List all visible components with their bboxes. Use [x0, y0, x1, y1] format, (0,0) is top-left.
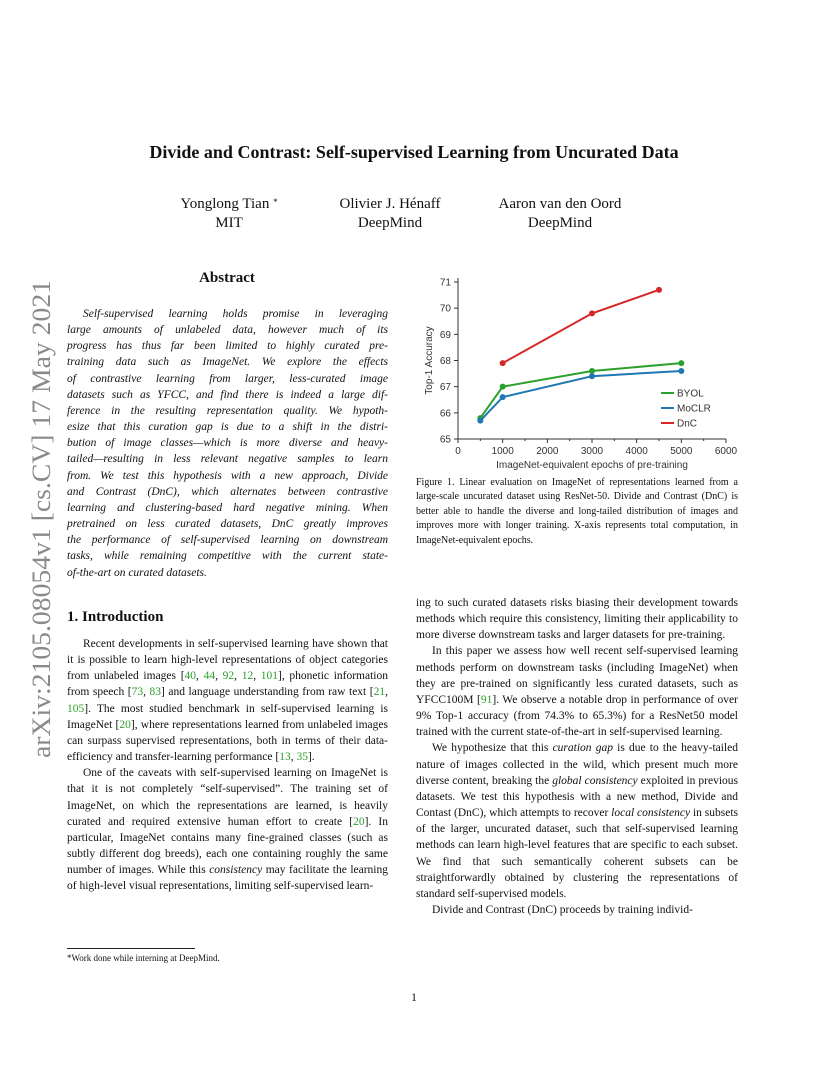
paragraph-text: We hypothesize that this: [432, 742, 553, 755]
data-point-byol: [500, 384, 506, 390]
paragraph-text: ].: [307, 751, 315, 764]
citation-link[interactable]: 13: [279, 751, 291, 764]
paragraph-text: One of the caveats with self-supervised learning on ImageNet is that it is not completely “self-supervised”. The training set of ImageNet, on which the representations are learned, is heavily curated and required extensive human effort to create [: [67, 767, 388, 828]
footnote: *Work done while interning at DeepMind.: [67, 953, 220, 963]
citation-link[interactable]: 40: [184, 670, 197, 683]
paragraph: [416, 643, 738, 740]
emphasis-text: curation gap: [552, 742, 613, 755]
arxiv-identifier: [20, 278, 60, 758]
paragraph-text: ], phonetic information from speech [: [67, 670, 388, 699]
abstract-line: the performance of self-supervised learning on downstream: [67, 534, 388, 547]
y-tick-label: 71: [439, 277, 451, 289]
abstract-line: tailed—resulting in less relevant negative samples to learn: [67, 453, 388, 466]
x-tick-label: 3000: [580, 446, 604, 457]
abstract-line: esize that this curation gap is due to a shift in the distri-: [67, 421, 388, 434]
paragraph-text: ing to such curated datasets risks biasing their development towards methods which require this consistency, limiting their applicability to more diverse downstream tasks and larger datasets for pre-training.: [416, 597, 738, 642]
citation-link[interactable]: 12: [241, 670, 254, 683]
y-tick-label: 69: [439, 329, 451, 341]
paragraph-text: ,: [143, 686, 150, 699]
abstract-line: progress has thus far been limited to highly curated pre-: [67, 340, 388, 353]
introduction-heading: 1. Introduction: [67, 609, 164, 625]
paragraph-text: may facilitate the learning of high-level visual representations, limiting self-supervised learn-: [67, 864, 388, 893]
paragraph-text: ,: [385, 686, 389, 699]
citation-link[interactable]: 91: [480, 693, 493, 706]
citation-link[interactable]: 105: [67, 702, 85, 715]
paragraph-text: ]. We observe a notable drop in performance of over 9% Top-1 accuracy (from 74.3% to 65.3%) for a ResNet50 model trained with the current state-of-the-art in self-supervised learning.: [416, 693, 738, 739]
abstract-line: large amounts of unlabeled data, however much of its: [67, 324, 388, 337]
citation-link[interactable]: 20: [353, 815, 365, 828]
data-point-byol: [678, 360, 684, 366]
abstract-line: pretrained on less curated datasets, DnC greatly improves: [67, 518, 388, 531]
data-point-moclr: [477, 418, 483, 424]
x-tick-label: 1000: [491, 446, 514, 457]
paragraph-text: ,: [253, 670, 261, 683]
paragraph: [67, 765, 388, 894]
citation-link[interactable]: 44: [203, 670, 216, 683]
citation-link[interactable]: 20: [119, 718, 131, 731]
footnote-rule: [67, 948, 195, 949]
y-tick-label: 70: [439, 303, 451, 315]
data-point-moclr: [678, 368, 684, 374]
x-tick-label: 5000: [670, 446, 693, 457]
data-point-byol: [589, 368, 595, 374]
emphasis-text: global consistency: [552, 774, 638, 787]
y-tick-label: 65: [439, 434, 451, 446]
citation-link[interactable]: 73: [131, 686, 144, 699]
abstract-line: learning and clustering-based hard negative mining. When: [67, 501, 388, 514]
citation-link[interactable]: 35: [296, 751, 308, 764]
legend-label-dnc: DnC: [677, 418, 698, 430]
paragraph-text: exploited in previous datasets. We test this hypothesis with a new method, Divide and Contast (DnC), which attempts to recover: [416, 774, 738, 820]
author-mark: *: [273, 197, 278, 207]
paragraph-text: ,: [215, 670, 223, 683]
data-point-dnc: [500, 360, 506, 366]
introduction-left-column: [67, 636, 388, 895]
author-name: Olivier J. Hénaff: [339, 196, 441, 212]
abstract-line: of contrastive learning from larger, less-curated image: [67, 372, 388, 385]
abstract-heading: Abstract: [199, 270, 255, 286]
paragraph: [416, 740, 738, 902]
abstract-line: training data such as ImageNet. We explore the effects: [67, 356, 388, 369]
paragraph-text: Divide and Contrast (DnC) proceeds by training individ-: [432, 903, 693, 916]
citation-link[interactable]: 92: [222, 670, 235, 683]
author-affiliation: DeepMind: [357, 215, 423, 231]
legend-label-byol: BYOL: [677, 388, 704, 400]
introduction-right-column: [416, 595, 738, 918]
abstract-line: bution of image classes—which is more diverse and heavy-: [67, 437, 388, 450]
paragraph-text: ]. In particular, ImageNet contains many fine-grained classes (such as subtly different dog breeds), each one containing roughly the same number of images. While this: [67, 815, 388, 877]
accuracy-line-chart: [416, 268, 746, 472]
paragraph: [416, 902, 738, 918]
abstract-line: from. We test this hypothesis with a new approach, Divide: [67, 469, 388, 482]
paragraph-text: ,: [196, 670, 204, 683]
emphasis-text: consistency: [209, 864, 263, 877]
paragraph: [416, 595, 738, 643]
series-line-byol: [480, 363, 681, 418]
paragraph-text: Recent developments in self-supervised learning have shown that it is possible to learn high-level representations of object categories from unlabeled images [: [67, 638, 388, 683]
figure-1-chart: [416, 268, 746, 477]
paragraph-text: In this paper we assess how well recent self-supervised learning methods perform on downstream tasks (including ImageNet) when they are pre-trained on significantly less curated datasets, such as YFCC100M [: [416, 645, 738, 706]
data-point-dnc: [589, 310, 595, 316]
legend-label-moclr: MoCLR: [677, 403, 711, 415]
author-affiliation: DeepMind: [527, 215, 593, 231]
paragraph-text: ]. The most studied benchmark in self-supervised learning is ImageNet [: [67, 702, 388, 731]
paragraph-text: ] and language understanding from raw text [: [161, 686, 374, 699]
x-axis-label: ImageNet-equivalent epochs of pre-training: [496, 460, 688, 471]
author-3: [460, 195, 660, 233]
abstract-line: and Contrast (DnC), which alternates between contrastive: [67, 485, 388, 498]
abstract-line: Self-supervised learning holds promise in leveraging: [83, 308, 388, 320]
series-line-moclr: [480, 371, 681, 421]
abstract-line: tasks, while remaining competitive with the current state-: [67, 550, 388, 563]
data-point-moclr: [589, 373, 595, 379]
y-tick-label: 67: [439, 382, 451, 394]
author-name: Yonglong Tian: [180, 196, 270, 212]
abstract-line: of-the-art on curated datasets.: [67, 566, 207, 579]
emphasis-text: local consistency: [611, 807, 691, 820]
paragraph: [67, 636, 388, 765]
x-tick-label: 2000: [536, 446, 559, 457]
author-name: Aaron van den Oord: [498, 196, 622, 212]
x-tick-label: 4000: [625, 446, 648, 457]
paragraph-text: ,: [234, 670, 242, 683]
page-number: 1: [411, 990, 417, 1004]
data-point-moclr: [500, 394, 506, 400]
series-line-dnc: [503, 290, 659, 363]
data-point-dnc: [656, 287, 662, 293]
y-tick-label: 68: [439, 356, 451, 367]
x-tick-label: 6000: [714, 446, 738, 457]
author-affiliation: MIT: [215, 215, 243, 231]
abstract-body: [67, 306, 388, 581]
paper-title: Divide and Contrast: Self-supervised Learning from Uncurated Data: [149, 142, 679, 162]
paragraph-text: is due to the heavy-tailed nature of images collected in the wild, which present much more diverse content, breaking the: [416, 742, 738, 787]
paragraph-text: ,: [290, 751, 297, 764]
abstract-line: datasets such as YFCC, and find there is indeed a large dif-: [67, 388, 388, 401]
citation-link[interactable]: 101: [260, 670, 279, 683]
citation-link[interactable]: 83: [149, 686, 162, 699]
y-axis-label: Top-1 Accuracy: [424, 326, 435, 395]
x-tick-label: 0: [455, 446, 461, 457]
paragraph-text: ], where representations learned from unlabeled images can surpass supervised representations, both in terms of their data-efficiency and transfer-learning performance [: [67, 718, 388, 764]
arxiv-identifier-text: arXiv:2105.08054v1 [cs.CV] 17 May 2021: [27, 308, 56, 758]
y-tick-label: 66: [439, 408, 451, 420]
paragraph-text: in subsets of the larger, uncurated dataset, such that self-supervised learning methods can learn high-level features that are specific to each subset. We find that such semantically coherent subsets can be straightforwardly obtained by clustering the representations of standard self-supervised models.: [416, 807, 738, 900]
abstract-line: ference in the resulting representation quality. We hypoth-: [67, 404, 388, 417]
citation-link[interactable]: 21: [373, 686, 386, 699]
figure-1-caption: Figure 1. Linear evaluation on ImageNet of representations learned from a large-scale uncurated dataset using ResNet-50. Divide and Contrast (DnC) is better able to handle the diverse and long-tailed distribution of images and improves more with longer training. X-axis represents total computation, in ImageNet-equivalent epochs.: [416, 477, 738, 546]
